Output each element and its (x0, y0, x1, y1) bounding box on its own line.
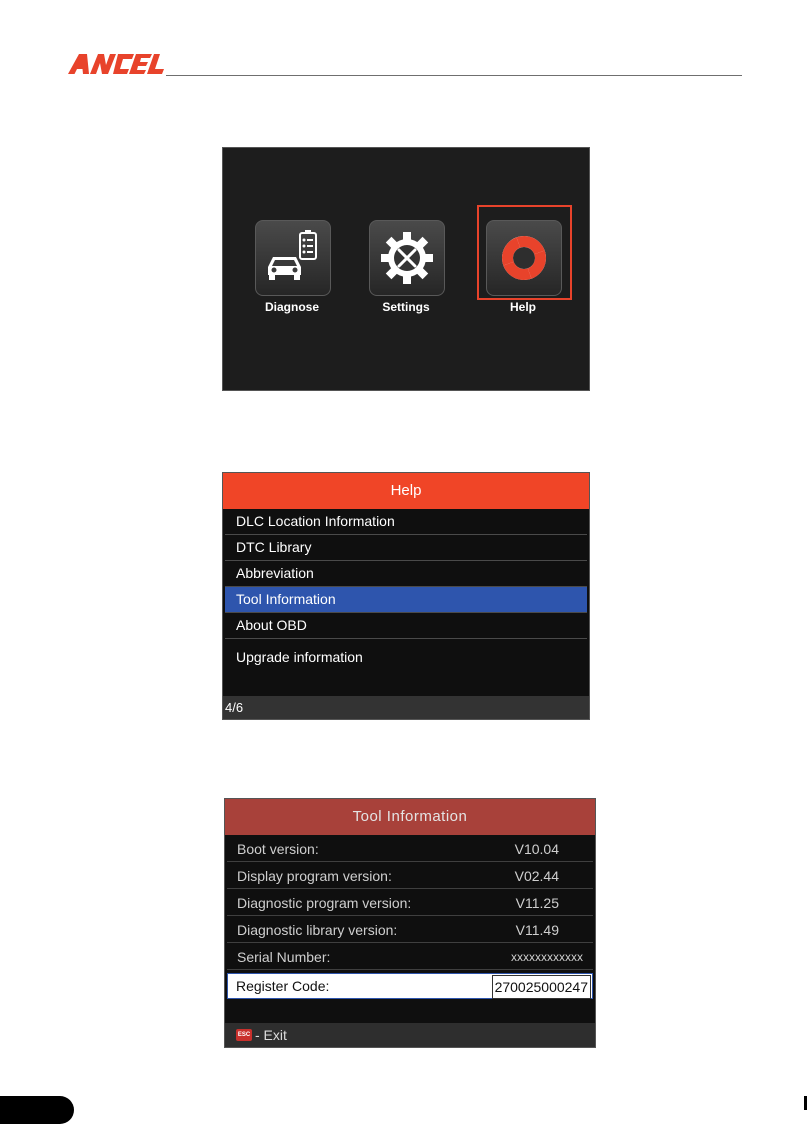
exit-label: - Exit (255, 1027, 287, 1043)
gear-wrench-icon (370, 221, 444, 295)
lifebuoy-icon (487, 221, 561, 295)
info-row-diagnostic-program-version (227, 889, 593, 916)
info-label: Boot version: (237, 841, 319, 857)
diagnose-tile[interactable] (255, 220, 331, 296)
register-code-value[interactable]: 270025000247 (492, 975, 591, 999)
tool-information-title-bar: Tool Information (225, 799, 595, 835)
info-value: xxxxxxxxxxxx (511, 950, 583, 964)
help-label: Help (509, 300, 536, 314)
info-label: Serial Number: (237, 949, 331, 965)
info-label: Diagnostic program version: (237, 895, 412, 911)
ancel-logo (68, 50, 168, 76)
car-diagnose-icon (256, 221, 330, 295)
settings-label: Settings (382, 300, 430, 314)
help-title-bar: Help (223, 473, 589, 509)
page-number-tab (0, 1096, 74, 1124)
diagnose-label: Diagnose (264, 300, 319, 314)
menu-item-tool-information[interactable]: Tool Information (225, 587, 587, 613)
info-label: Diagnostic library version: (237, 922, 398, 938)
register-code-row[interactable] (227, 973, 593, 999)
help-menu-screen (222, 472, 590, 720)
info-value: V02.44 (514, 868, 559, 884)
info-row-boot-version (227, 835, 593, 862)
help-tile[interactable] (486, 220, 562, 296)
menu-item-dlc-location[interactable]: DLC Location Information (225, 509, 587, 535)
info-label: Display program version: (237, 868, 392, 884)
main-menu-screen (222, 147, 590, 391)
info-value: V11.25 (515, 895, 559, 911)
info-value: V10.04 (514, 841, 559, 857)
menu-item-dtc-library[interactable]: DTC Library (225, 535, 587, 561)
menu-item-about-obd[interactable]: About OBD (225, 613, 587, 639)
esc-key-icon: ESC (236, 1029, 252, 1041)
register-code-label: Register Code: (236, 978, 330, 994)
info-value: V11.49 (515, 922, 559, 938)
menu-item-upgrade-information[interactable]: Upgrade information (236, 649, 363, 665)
menu-item-abbreviation[interactable]: Abbreviation (225, 561, 587, 587)
page-indicator: 4/6 (223, 696, 589, 719)
info-row-display-program-version (227, 862, 593, 889)
exit-footer[interactable] (225, 1023, 595, 1047)
tool-information-screen (224, 798, 596, 1048)
info-row-diagnostic-library-version (227, 916, 593, 943)
header-divider (166, 75, 742, 76)
settings-tile[interactable] (369, 220, 445, 296)
info-row-serial-number (227, 943, 593, 970)
